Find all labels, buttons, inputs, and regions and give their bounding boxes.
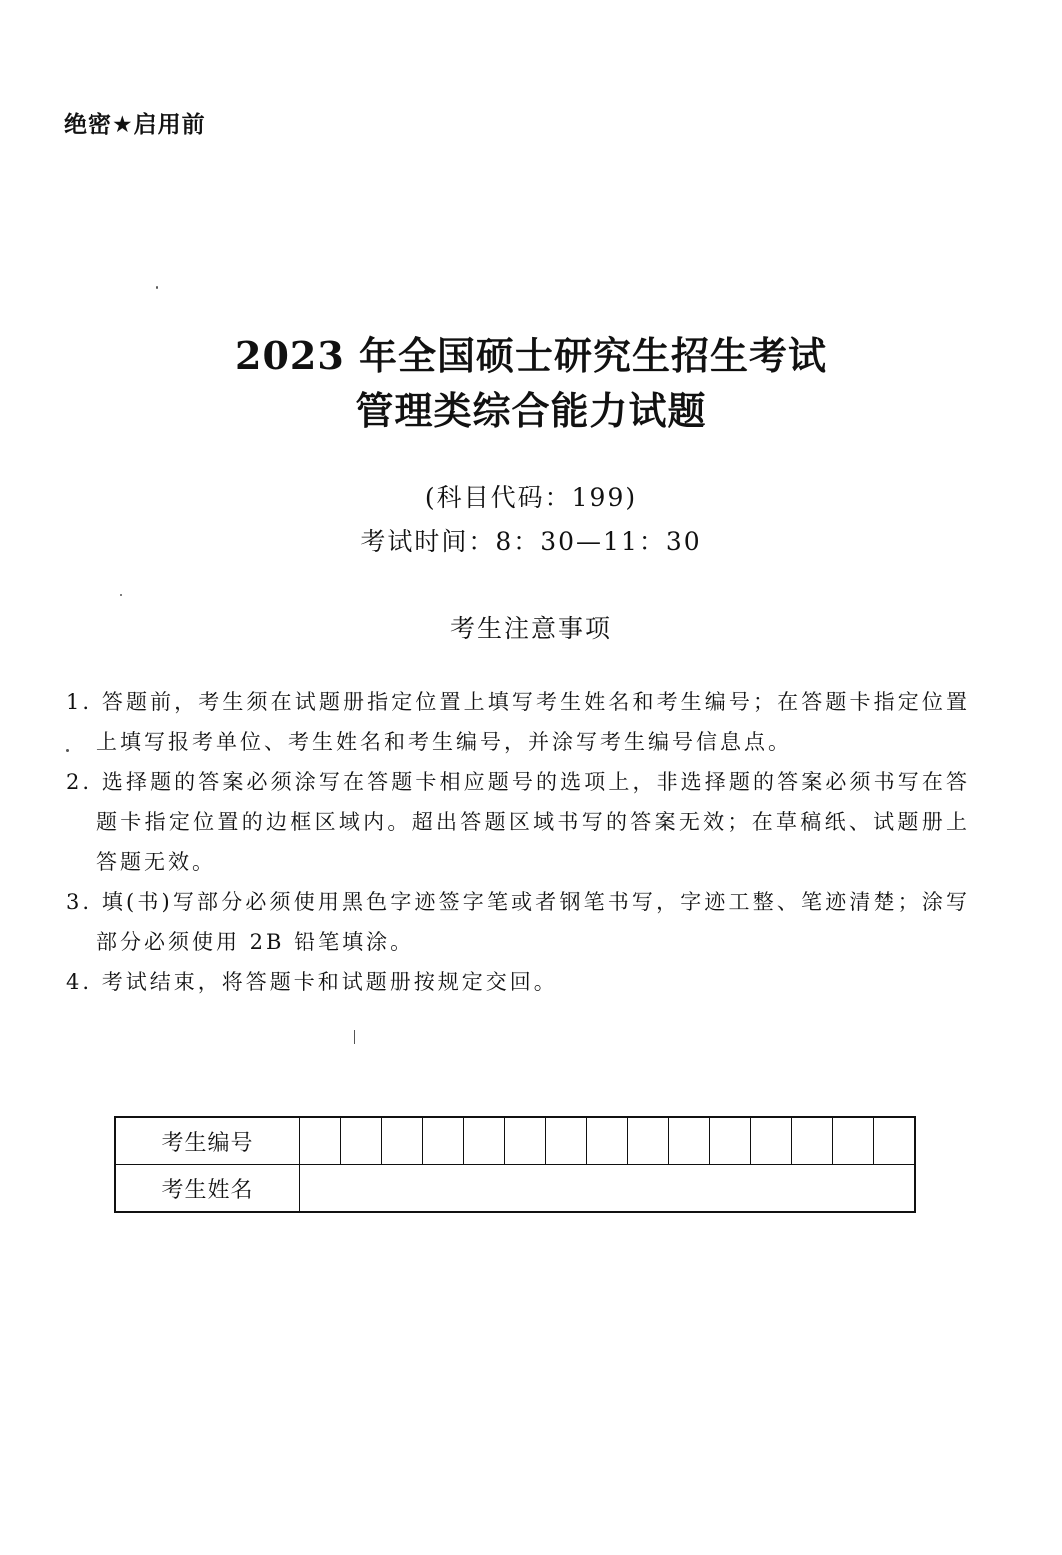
candidate-number-cell[interactable] — [423, 1118, 464, 1164]
candidate-number-cell[interactable] — [382, 1118, 423, 1164]
candidate-name-label: 考生姓名 — [116, 1165, 300, 1211]
candidate-number-label: 考生编号 — [116, 1118, 300, 1164]
scan-speck — [354, 1030, 355, 1044]
notice-item-4: 4. 考试结束，将答题卡和试题册按规定交回。 — [66, 970, 558, 994]
candidate-number-cell[interactable] — [300, 1118, 341, 1164]
notice-heading: 考生注意事项 — [449, 614, 612, 643]
candidate-number-cell[interactable] — [587, 1118, 628, 1164]
notice-item-1: 1. 答题前，考生须在试题册指定位置上填写考生姓名和考生编号；在答题卡指定位置上填写报考单位、考生姓名和考生编号，并涂写考生编号信息点。 — [66, 690, 970, 754]
candidate-name-row — [116, 1165, 914, 1211]
candidate-number-cells[interactable] — [300, 1118, 914, 1164]
candidate-number-cell[interactable] — [669, 1118, 710, 1164]
exam-subtitle: 管理类综合能力试题 — [355, 388, 707, 433]
candidate-number-cell[interactable] — [751, 1118, 792, 1164]
scan-speck — [66, 749, 69, 752]
candidate-number-cell[interactable] — [833, 1118, 874, 1164]
candidate-number-row — [116, 1118, 914, 1165]
scan-speck — [156, 286, 158, 289]
candidate-number-cell[interactable] — [628, 1118, 669, 1164]
candidate-number-cell[interactable] — [710, 1118, 751, 1164]
notice-item-3: 3. 填(书)写部分必须使用黑色字迹签字笔或者钢笔书写，字迹工整、笔迹清楚；涂写部分必须使用 2B 铅笔填涂。 — [66, 890, 970, 954]
confidential-mark: 绝密★启用前 — [64, 112, 206, 138]
candidate-number-cell[interactable] — [792, 1118, 833, 1164]
notice-item-2: 2. 选择题的答案必须涂写在答题卡相应题号的选项上，非选择题的答案必须书写在答题卡指定位置的边框区域内。超出答题区域书写的答案无效；在草稿纸、试题册上答题无效。 — [66, 770, 970, 874]
candidate-number-cell[interactable] — [874, 1118, 914, 1164]
candidate-number-cell[interactable] — [546, 1118, 587, 1164]
candidate-number-cell[interactable] — [341, 1118, 382, 1164]
candidate-info-form — [114, 1116, 916, 1213]
subject-code: (科目代码：199) — [424, 483, 638, 512]
candidate-number-cell[interactable] — [464, 1118, 505, 1164]
notice-list — [66, 682, 970, 1002]
exam-title: 2023 年全国硕士研究生招生考试 — [235, 333, 827, 378]
candidate-name-field[interactable] — [300, 1165, 914, 1211]
exam-time: 考试时间：8：30—11：30 — [360, 527, 702, 556]
candidate-number-cell[interactable] — [505, 1118, 546, 1164]
scan-speck — [120, 594, 122, 596]
